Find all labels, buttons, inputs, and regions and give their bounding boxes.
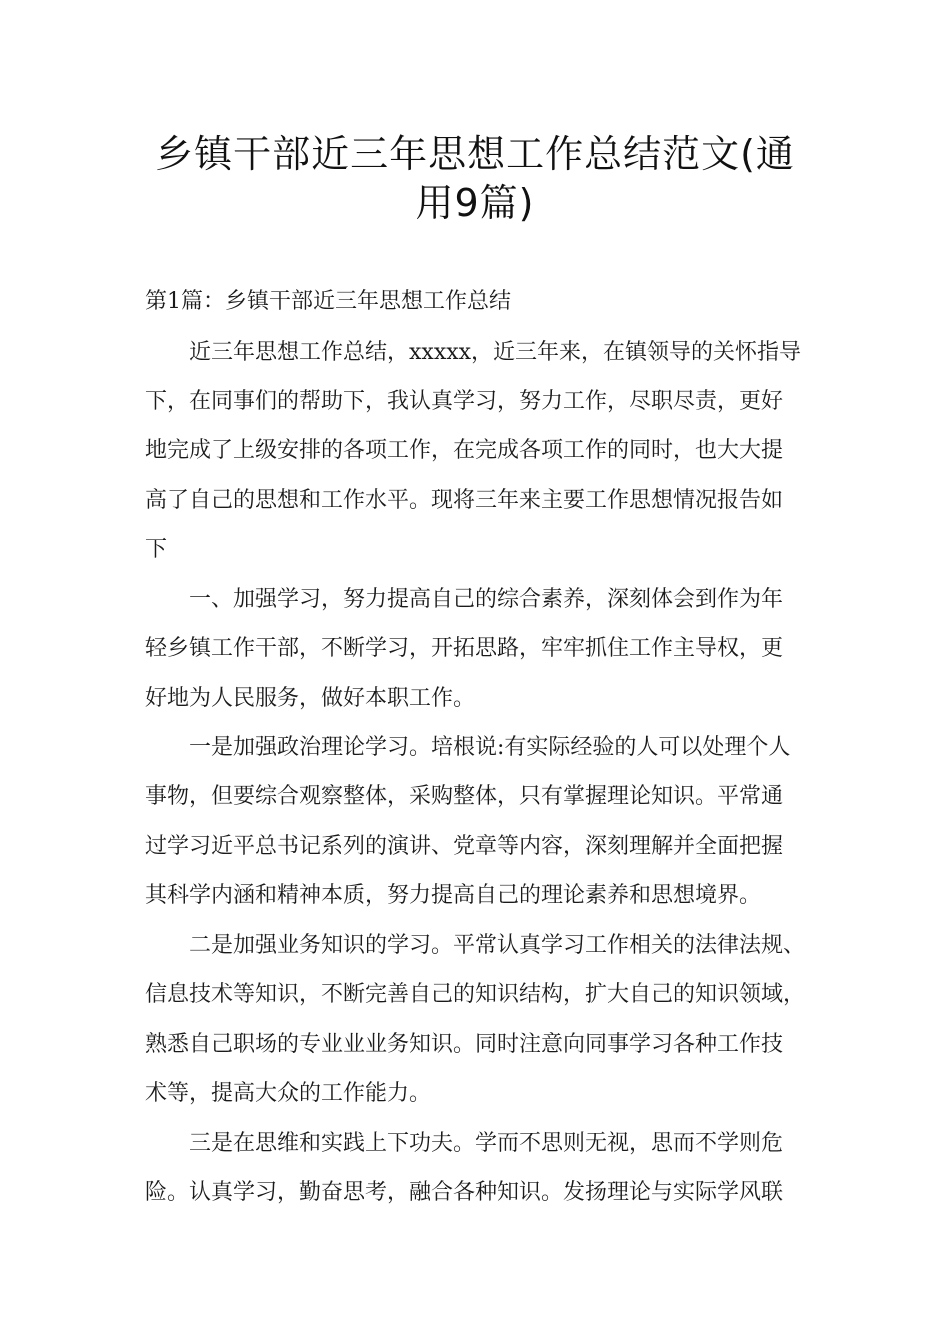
paragraph-line: 术等，提高大众的工作能力。 — [145, 1081, 432, 1106]
paragraph-line: 事物，但要综合观察整体，采购整体，只有掌握理论知识。平常通 — [145, 784, 784, 809]
paragraph-line: 熟悉自己职场的专业业业务知识。同时注意向同事学习各种工作技 — [145, 1032, 784, 1057]
paragraph-line: 下 — [145, 537, 168, 562]
paragraph-line: 一、加强学习，努力提高自己的综合素养，深刻体会到作为年 — [189, 587, 784, 612]
document-title-line-2: 用9篇) — [415, 181, 535, 225]
paragraph-line: 险。认真学习，勤奋思考，融合各种知识。发扬理论与实际学风联 — [145, 1180, 784, 1205]
paragraph-line: 高了自己的思想和工作水平。现将三年来主要工作思想情况报告如 — [145, 488, 784, 513]
paragraph-line: 下，在同事们的帮助下，我认真学习，努力工作，尽职尽责，更好 — [145, 389, 784, 414]
paragraph-line: 一是加强政治理论学习。培根说:有实际经验的人可以处理个人 — [189, 735, 791, 760]
paragraph-line: 过学习近平总书记系列的演讲、党章等内容，深刻理解并全面把握 — [145, 834, 784, 859]
paragraph-line: 好地为人民服务，做好本职工作。 — [145, 686, 476, 711]
paragraph-line: 信息技术等知识，不断完善自己的知识结构，扩大自己的知识领域， — [145, 982, 806, 1007]
paragraph-line: 近三年思想工作总结，xxxxx，近三年来，在镇领导的关怀指导 — [189, 340, 802, 365]
paragraph-line: 轻乡镇工作干部，不断学习，开拓思路，牢牢抓住工作主导权，更 — [145, 636, 784, 661]
document-title-line-1: 乡镇干部近三年思想工作总结范文(通 — [155, 132, 795, 176]
paragraph-line: 地完成了上级安排的各项工作，在完成各项工作的同时，也大大提 — [145, 438, 784, 463]
paragraph-line: 二是加强业务知识的学习。平常认真学习工作相关的法律法规、 — [189, 933, 806, 958]
paragraph-line: 其科学内涵和精神本质，努力提高自己的理论素养和思想境界。 — [145, 883, 762, 908]
paragraph-line: 三是在思维和实践上下功夫。学而不思则无视，思而不学则危 — [189, 1131, 784, 1156]
section-heading: 第1篇：乡镇干部近三年思想工作总结 — [145, 289, 511, 314]
